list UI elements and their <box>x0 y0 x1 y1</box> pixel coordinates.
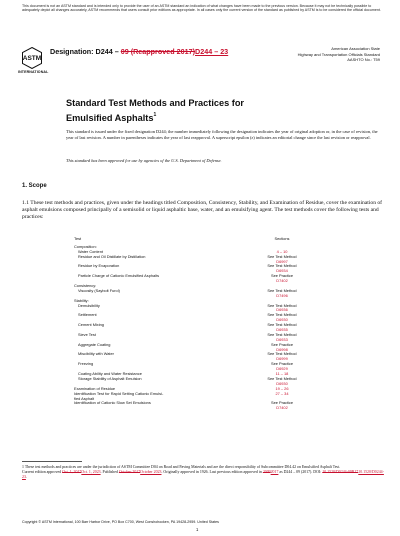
fn-new-year: 2017 <box>270 470 279 474</box>
table-row-label: Freezing <box>78 361 94 367</box>
table-rows <box>74 243 297 411</box>
table-row-label: fied Asphalt <box>74 395 95 401</box>
table-row-section[interactable]: 4 – 10 <box>276 248 288 254</box>
designation-prefix: Designation: D244 – <box>50 47 121 56</box>
table-row-label: Demulsibility <box>78 302 100 308</box>
copyright-line: Copyright © ASTM International, 100 Barr Harbor Drive, PO Box C700, West Conshohocken, PA 19428-2959. United States <box>22 520 219 524</box>
table-row-section[interactable]: D6935 <box>276 327 288 333</box>
table-row-section: See Test Method <box>267 351 297 357</box>
fn-old-date: Oct. 1, 2017 <box>62 470 82 474</box>
table-row-section: See Test Method <box>267 253 297 259</box>
designation-old: 09 (Reapproved 2017) <box>120 47 196 56</box>
table-header-sections: Sections <box>274 236 290 241</box>
table-row-label: Residue and Oil Distillate by Distillation <box>78 253 146 259</box>
designation <box>50 47 228 56</box>
table-row-section[interactable]: 19 – 26 <box>275 385 289 391</box>
table-row-section: See Test Method <box>267 263 297 269</box>
fn-old-published: October 2017 <box>118 470 141 474</box>
fn-old-doi: 10.1520/D0244-09R17 <box>322 470 359 474</box>
fn-text: Current edition approved <box>22 470 63 474</box>
astm-logo-icon <box>22 47 42 69</box>
table-row-label: Settlement <box>78 312 97 318</box>
disclaimer-notice: This document is not an ASTM standard and is intended only to provide the user of an ASTM standard an indication of what changes have been made to the previous version. Because it may not be technically possible to adequately depict all changes accurately, ASTM recommends that users consult prior editions as appropriate. In all cases only the current version of the standard as published by ASTM is to be considered the official document. <box>22 4 381 13</box>
page-number: 1 <box>196 527 199 532</box>
table-row-section: See Test Method <box>267 375 297 381</box>
table-row-label: Identification of Cationic Slow Set Emulsions <box>74 400 151 406</box>
table-row-label: Cement Mixing <box>78 322 104 328</box>
table-row-label: Viscosity (Saybolt Furol) <box>78 287 120 293</box>
table-row-section[interactable]: D6929 <box>276 366 288 372</box>
table-row-label: Composition: <box>74 243 97 249</box>
footnote-rule <box>22 461 82 462</box>
fn-text: . Published <box>100 470 119 474</box>
svg-text:ASTM: ASTM <box>22 55 42 62</box>
table-row <box>74 405 288 411</box>
logo-label: INTERNATIONAL <box>18 70 49 74</box>
table-row-label: Particle Charge of Cationic Emulsified Asphalts <box>78 273 160 279</box>
table-row-label: Sieve Test <box>78 331 96 337</box>
table-row-section[interactable]: D7496 <box>276 292 288 298</box>
table-row-section: See Practice <box>270 273 294 279</box>
fn-text: . Originally approved in 1926. Last previous edition approved in <box>161 470 263 474</box>
fn-text: as D244 – 09 (2017). DOI: <box>278 470 323 474</box>
fn-old-year: 2009 <box>262 470 271 474</box>
table-row-section: See Practice <box>270 361 294 367</box>
table-row-section[interactable]: 11 – 18 <box>275 371 289 377</box>
table-row-section: See Test Method <box>267 312 297 318</box>
scope-heading: 1. Scope <box>22 183 47 189</box>
dod-note: This standard has been approved for use by agencies of the U.S. Department of Defense. <box>66 158 222 163</box>
table-row-section: See Test Method <box>267 331 297 337</box>
scope-paragraph: 1.1 These test methods and practices, given under the headings titled Composition, Consistency, Stability, and Examination of Residue, cover the examination of asphalt emulsions composed principally of a semisolid or liquid asphaltic base, water, and an emulsifying agent. The test methods cover the following tests and practices: <box>22 200 383 221</box>
table-row-label: Identification Test for Rapid Setting Cationic Emulsi- <box>74 390 164 396</box>
table-row-section: See Practice <box>270 400 294 406</box>
fn-new-doi: 10.1520/D0244-23 <box>22 470 384 479</box>
table-row-label: Storage Stability of Asphalt Emulsion <box>78 375 142 381</box>
table-header-test: Test <box>74 236 82 241</box>
table-row-section[interactable]: D6936 <box>276 307 288 313</box>
table-row-section: See Test Method <box>267 322 297 328</box>
fn-new-date: Oct. 1, 2023 <box>81 470 101 474</box>
association-line3: AASHTO No.: T59 <box>347 57 380 62</box>
designation-new: D244 – 23 <box>195 47 229 56</box>
association-line1: American Association State <box>331 46 380 51</box>
footnote-line1: 1 These test methods and practices are under the jurisdiction of ASTM Committee D04 on Road and Paving Materials and are the direct responsibility of Subcommittee D04.42 on Emulsified Asphalt Test. <box>22 465 341 469</box>
table-row-section: See Test Method <box>267 302 297 308</box>
association-block <box>298 46 380 63</box>
table-row-label: Aggregate Coating <box>78 341 111 347</box>
table-row-label: Water Content <box>78 248 103 254</box>
title-footnote-mark: 1 <box>153 111 157 118</box>
footnote-line2 <box>22 470 386 480</box>
table-row-section[interactable]: D6999 <box>276 356 288 362</box>
table-row-section[interactable]: D6998 <box>276 346 288 352</box>
table-row-section[interactable]: D6930 <box>276 317 288 323</box>
footnote <box>22 465 386 480</box>
table-row-section[interactable]: D6934 <box>276 268 288 274</box>
issue-note: This standard is issued under the fixed designation D244; the number immediately following the designation indicates the year of original adoption or, in the case of revision, the year of last revision. A number in parentheses indicates the year of last reapproval. A superscript epsilon (ε) indicates an editorial change since the last revision or reapproval. <box>66 129 378 140</box>
table-row-label: Stability: <box>74 297 89 303</box>
tests-table <box>74 236 297 411</box>
title-line1: Standard Test Methods and Practices for <box>66 98 245 108</box>
table-row-section[interactable]: 27 – 34 <box>275 390 289 396</box>
table-row-label: Consistency: <box>74 283 97 289</box>
table-row-label: Residue by Evaporation <box>78 263 120 269</box>
table-row-section[interactable]: D7402 <box>276 278 288 284</box>
table-row-section[interactable]: D6933 <box>276 336 288 342</box>
fn-text: . <box>25 475 27 479</box>
table-header <box>74 236 290 242</box>
table-row-section[interactable]: D7402 <box>276 405 288 411</box>
table-row-section: See Practice <box>270 341 294 347</box>
table-row-section: See Test Method <box>267 287 297 293</box>
association-line2: Highway and Transportation Officials Standard <box>297 51 380 57</box>
title-line2: Emulsified Asphalts <box>66 112 154 123</box>
table-row-section[interactable]: D6930 <box>276 380 288 386</box>
table-row-section[interactable]: D6997 <box>276 258 288 264</box>
table-row-label: Miscibility with Water <box>78 351 114 357</box>
fn-new-published: October 2023 <box>140 470 162 474</box>
document-title <box>66 98 244 124</box>
table-row-label: Coating Ability and Water Resistance <box>78 371 142 377</box>
table-row-label: Examination of Residue <box>74 385 116 391</box>
